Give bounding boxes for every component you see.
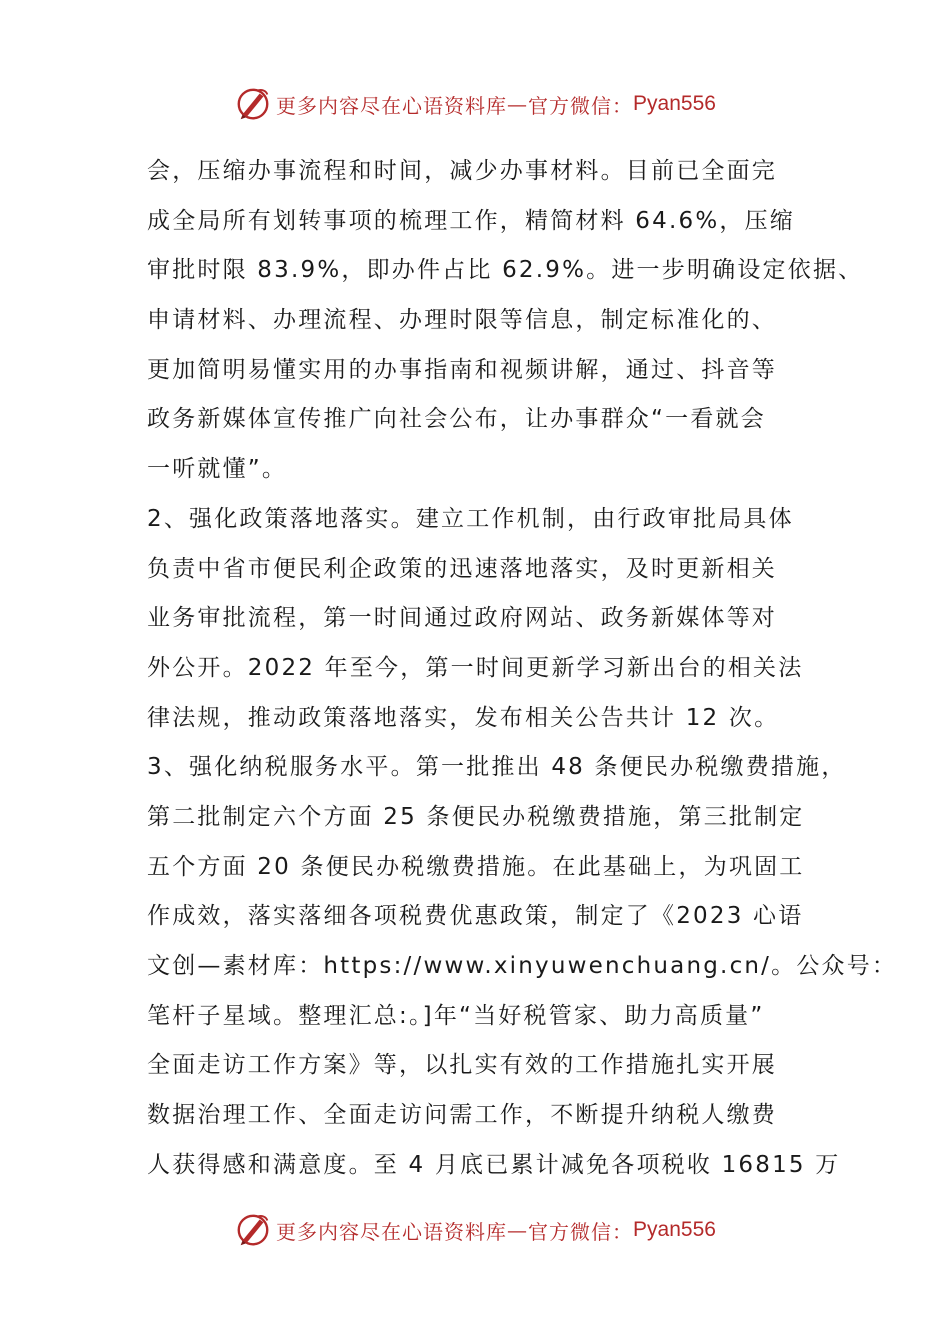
header-dash: — [507, 92, 529, 116]
body-line: 政务新媒体宣传推广向社会公布，让办事群众“一看就会 [147, 406, 766, 433]
body-line: 人获得感和满意度。至 4 月底已累计减免各项税收 16815 万 [147, 1151, 841, 1178]
body-line: 业务审批流程，第一时间通过政府网站、政务新媒体等对 [147, 605, 777, 632]
body-line: 会，压缩办事流程和时间，减少办事材料。目前已全面完 [147, 158, 777, 184]
header-wechat-id: Pyan556 [633, 92, 716, 115]
header-slogan: 更多内容尽在心语资料库 [276, 93, 508, 118]
footer-watermark-banner [0, 1210, 950, 1250]
document-body [147, 147, 898, 1190]
body-line: 笔杆子星域。整理汇总:。]年“当好税管家、助力高质量” [147, 1002, 765, 1029]
footer-wechat-id: Pyan556 [633, 1218, 716, 1241]
header-wechat-label: 官方微信： [528, 93, 634, 118]
paragraph-2-line: 2、强化政策落地落实。建立工作机制，由行政审批局具体 [147, 505, 794, 532]
body-line: 第二批制定六个方面 25 条便民办税缴费措施，第三批制定 [147, 803, 805, 830]
pen-logo-icon [234, 85, 272, 123]
body-line: 数据治理工作、全面走访问需工作，不断提升纳税人缴费 [147, 1102, 777, 1129]
body-line: 文创—素材库：https://www.xinyuwenchuang.cn/。公众号： [147, 953, 898, 979]
paragraph-3-line: 3、强化纳税服务水平。第一批推出 48 条便民办税缴费措施， [147, 754, 847, 781]
body-line: 申请材料、办理流程、办理时限等信息，制定标准化的、 [147, 307, 777, 334]
body-line: 全面走访工作方案》等，以扎实有效的工作措施扎实开展 [147, 1052, 777, 1079]
body-line: 律法规，推动政策落地落实，发布相关公告共计 12 次。 [147, 704, 780, 731]
header-watermark-banner [0, 84, 950, 124]
pen-logo-icon [234, 1211, 272, 1249]
body-line: 外公开。2022 年至今，第一时间更新学习新出台的相关法 [147, 654, 804, 681]
footer-slogan: 更多内容尽在心语资料库 [276, 1219, 508, 1244]
body-line: 审批时限 83.9%，即办件占比 62.9%。进一步明确设定依据、 [147, 257, 864, 284]
body-line: 作成效，落实落细各项税费优惠政策，制定了《2023 心语 [147, 903, 804, 930]
body-line: 五个方面 20 条便民办税缴费措施。在此基础上，为巩固工 [147, 853, 805, 880]
body-line: 更加简明易懂实用的办事指南和视频讲解，通过、抖音等 [147, 356, 777, 383]
body-line: 一听就懂”。 [147, 456, 288, 483]
footer-wechat-label: 官方微信： [528, 1219, 634, 1244]
body-line: 负责中省市便民利企政策的迅速落地落实，及时更新相关 [147, 555, 777, 582]
body-line: 成全局所有划转事项的梳理工作，精简材料 64.6%，压缩 [147, 207, 795, 234]
footer-dash: — [507, 1218, 529, 1242]
